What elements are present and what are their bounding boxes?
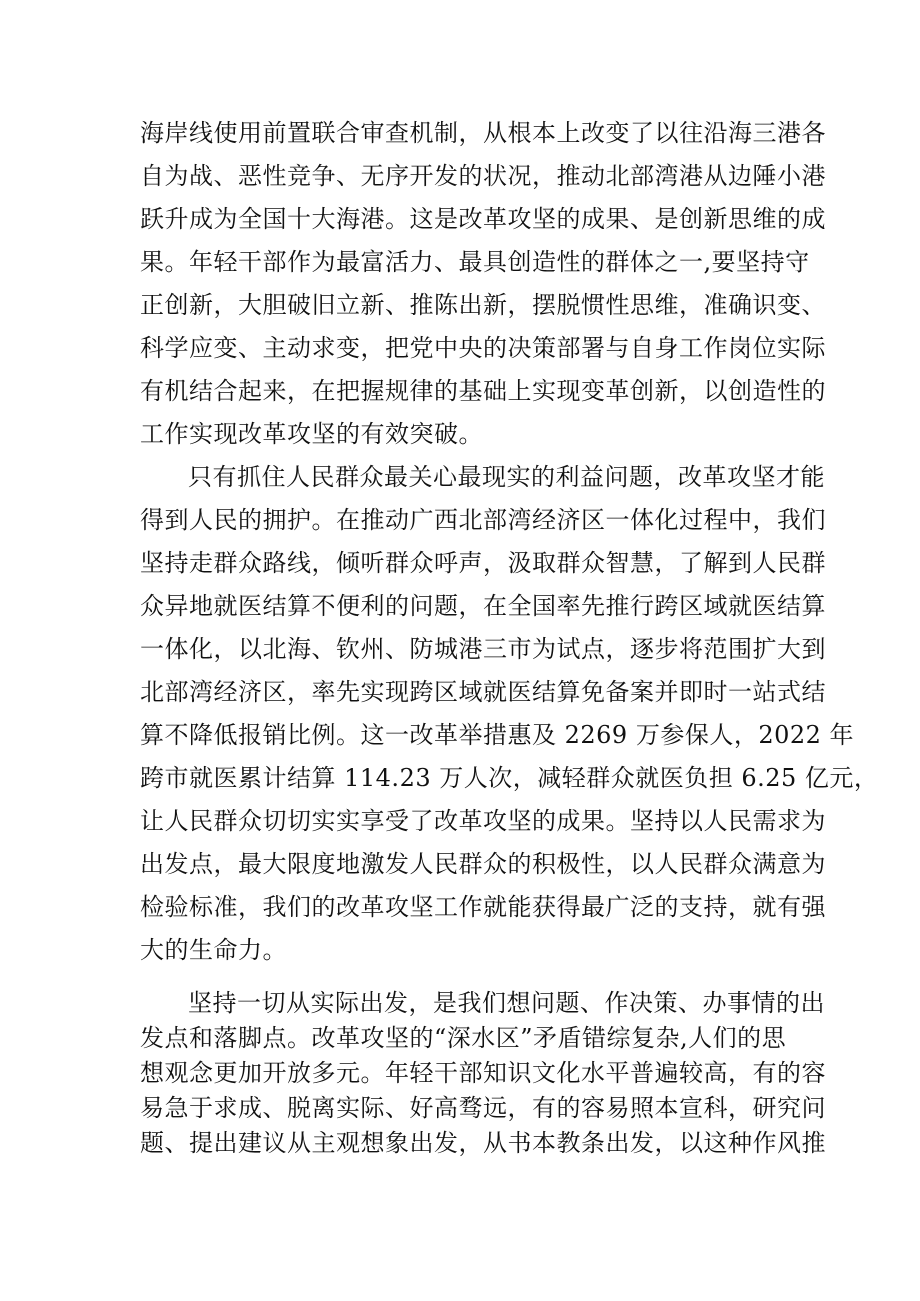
text-line: 发点和落脚点。改革攻坚的“深水区”矛盾错综复杂,人们的思 — [140, 1024, 787, 1052]
text-line: 只有抓住人民群众最关心最现实的利益问题，改革攻坚才能 — [188, 463, 825, 491]
text-line: 算不降低报销比例。这一改革举措惠及 2269 万参保人，2022 年 — [140, 721, 855, 749]
text-line: 自为战、恶性竞争、无序开发的状况，推动北部湾港从边陲小港 — [140, 162, 826, 190]
text-line: 有机结合起来，在把握规律的基础上实现变革创新，以创造性的 — [140, 377, 826, 405]
text-line: 想观念更加开放多元。年轻干部知识文化水平普遍较高，有的容 — [140, 1059, 826, 1087]
text-line: 大的生命力。 — [140, 936, 287, 964]
text-line: 海岸线使用前置联合审查机制，从根本上改变了以往沿海三港各 — [140, 119, 826, 147]
text-line: 北部湾经济区，率先实现跨区域就医结算免备案并即时一站式结 — [140, 678, 826, 706]
text-line: 正创新，大胆破旧立新、推陈出新，摆脱惯性思维，准确识变、 — [140, 291, 826, 319]
text-line: 工作实现改革攻坚的有效突破。 — [140, 420, 483, 448]
text-line: 一体化，以北海、钦州、防城港三市为试点，逐步将范围扩大到 — [140, 635, 826, 663]
text-line: 得到人民的拥护。在推动广西北部湾经济区一体化过程中，我们 — [140, 506, 826, 534]
text-line: 易急于求成、脱离实际、好高骛远，有的容易照本宣科，研究问 — [140, 1094, 826, 1122]
text-line: 题、提出建议从主观想象出发，从书本教条出发，以这种作风推 — [140, 1129, 826, 1157]
text-line: 坚持一切从实际出发，是我们想问题、作决策、办事情的出 — [188, 989, 825, 1017]
text-line: 出发点，最大限度地激发人民群众的积极性，以人民群众满意为 — [140, 850, 826, 878]
text-line: 坚持走群众路线，倾听群众呼声，汲取群众智慧，了解到人民群 — [140, 549, 826, 577]
text-line: 果。年轻干部作为最富活力、最具创造性的群体之一,要坚持守 — [140, 248, 810, 276]
text-line: 让人民群众切切实实享受了改革攻坚的成果。坚持以人民需求为 — [140, 807, 826, 835]
text-line: 科学应变、主动求变，把党中央的决策部署与自身工作岗位实际 — [140, 334, 826, 362]
text-line: 跃升成为全国十大海港。这是改革攻坚的成果、是创新思维的成 — [140, 205, 826, 233]
text-line: 跨市就医累计结算 114.23 万人次，减轻群众就医负担 6.25 亿元， — [140, 764, 879, 792]
text-line: 检验标准，我们的改革攻坚工作就能获得最广泛的支持，就有强 — [140, 893, 826, 921]
text-line: 众异地就医结算不便利的问题，在全国率先推行跨区域就医结算 — [140, 592, 826, 620]
